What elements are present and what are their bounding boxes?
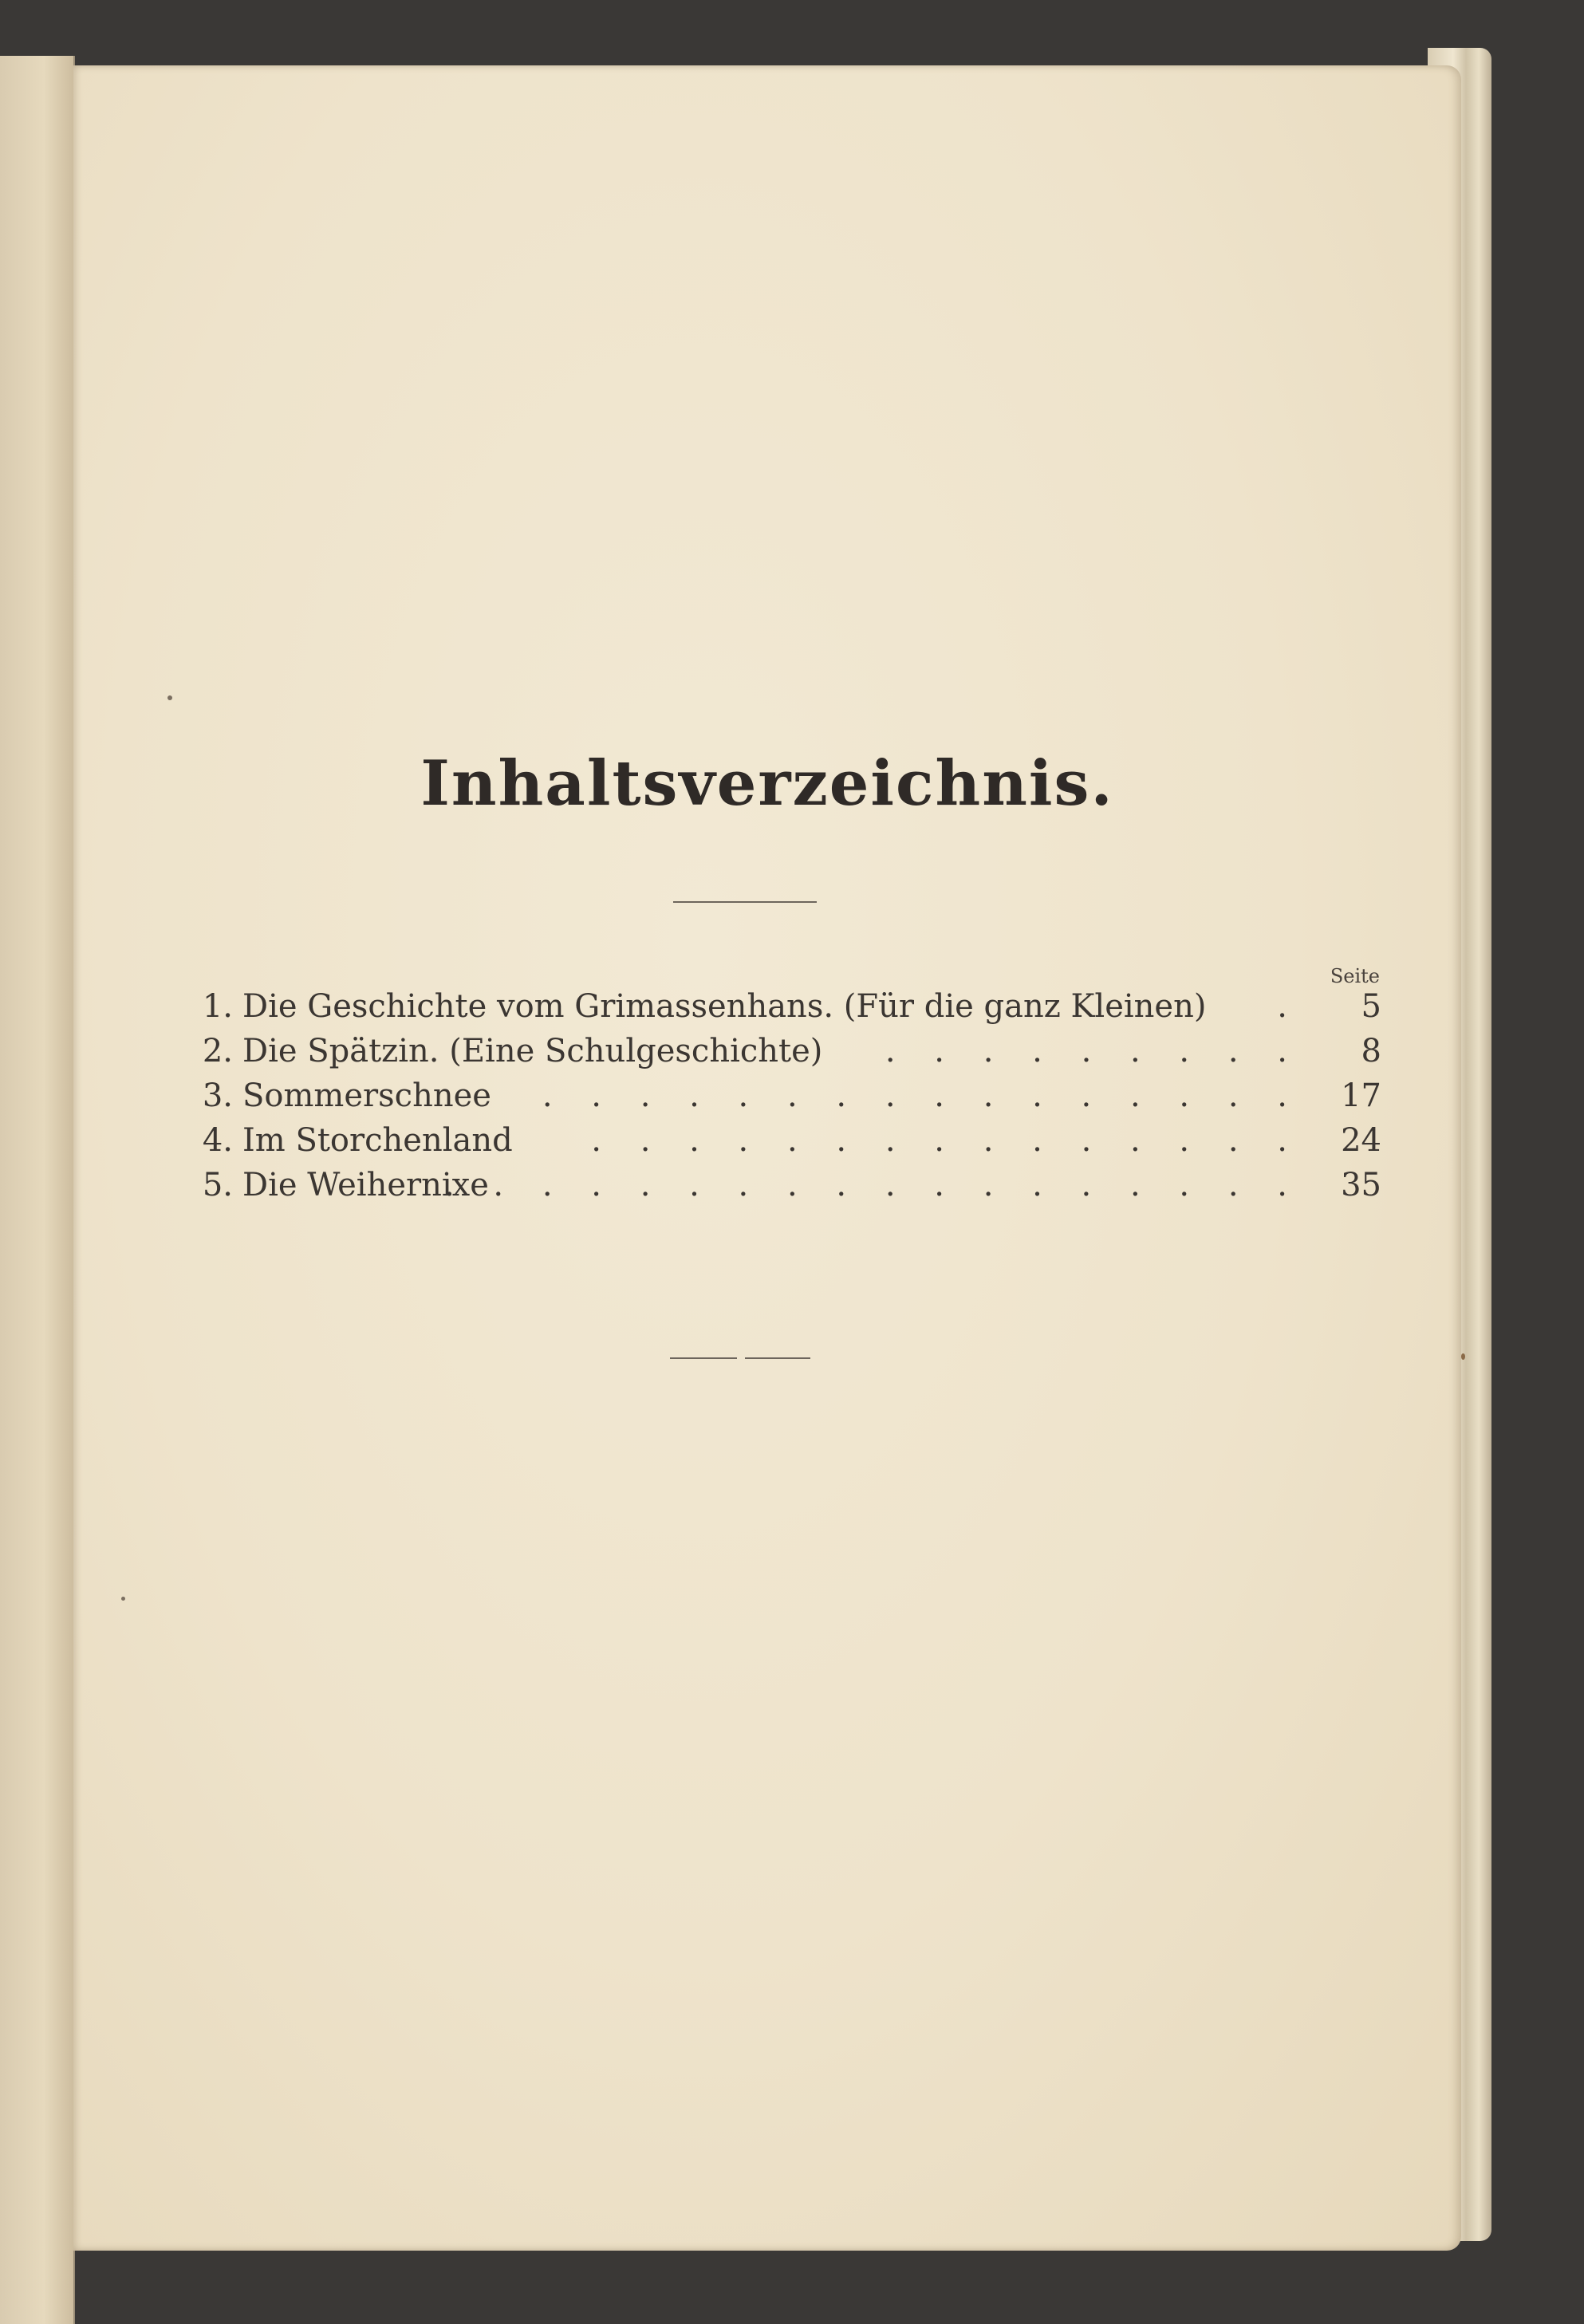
entry-page-number: 35 <box>1341 1167 1381 1203</box>
entry-page-number: 5 <box>1361 988 1381 1025</box>
entry-number: 4. <box>202 1122 233 1159</box>
closing-rule-right <box>745 1357 810 1359</box>
entry-number: 3. <box>202 1077 233 1114</box>
entry-leader-dots: . <box>1277 988 1302 1025</box>
title-divider <box>673 901 817 903</box>
entry-leader-dots: . . . . . . . . . <box>885 1033 1302 1069</box>
entry-leader-dots: . . . . . . . . . . . . . . . . . . <box>443 1167 1302 1203</box>
entry-page-number: 24 <box>1341 1122 1381 1159</box>
closing-rule-left <box>670 1357 737 1359</box>
table-of-contents <box>185 984 1381 1207</box>
paper-speck <box>167 695 172 700</box>
entry-number: 2. <box>202 1033 233 1069</box>
entry-page-number: 8 <box>1361 1033 1381 1069</box>
entry-title: Die Spätzin. (Eine Schulgeschichte) <box>242 1033 823 1069</box>
paper-speck <box>121 1597 125 1601</box>
previous-page-edge <box>0 56 75 2324</box>
entry-leader-dots: . . . . . . . . . . . . . . . <box>591 1122 1302 1159</box>
entry-page-number: 17 <box>1341 1077 1381 1114</box>
book-page <box>73 65 1461 2251</box>
toc-entry <box>185 1029 1381 1073</box>
toc-entry <box>185 1118 1381 1163</box>
page-title: Inhaltsverzeichnis. <box>420 747 1114 820</box>
toc-entry <box>185 984 1381 1029</box>
entry-leader-dots: . . . . . . . . . . . . . . . . <box>542 1077 1302 1114</box>
entry-title: Die Weihernixe <box>242 1167 489 1203</box>
entry-title: Im Storchenland <box>242 1122 513 1159</box>
entry-title: Die Geschichte vom Grimassenhans. (Für die ganz Kleinen) <box>242 988 1207 1025</box>
toc-entry <box>185 1073 1381 1118</box>
toc-entry <box>185 1163 1381 1207</box>
paper-speck <box>1461 1353 1465 1360</box>
page-column-label: Seite <box>1330 965 1380 987</box>
entry-number: 5. <box>202 1167 233 1203</box>
entry-number: 1. <box>202 988 233 1025</box>
entry-title: Sommerschnee <box>242 1077 491 1114</box>
